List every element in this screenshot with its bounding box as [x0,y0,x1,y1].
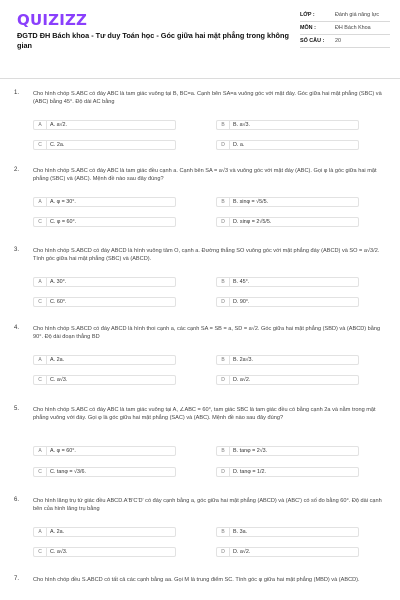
answer-option-a[interactable] [33,446,176,456]
option-text: D. a√2. [233,549,251,555]
option-letter: D [217,298,230,306]
option-letter: C [34,468,47,476]
question-text: Cho hình chóp S.ABC có đáy ABC là tam giác vuông tại B, BC=a. Cạnh bên SA=a vuông góc với mặt đáy. Góc giữa hai mặt phẳng (SBC) và (ABC) bằng 45°. Độ dài AC bằng [33,91,382,105]
question-item [14,167,392,235]
question-text: Cho hình chóp S.ABC có đáy ABC là tam giác vuông tại A, ∠ABC = 60°, tam giác SBC là tam giác đều có bằng cạnh 2a và nằm trong mặt phẳng vuông với đáy. Gọi φ là góc giữa hai mặt phẳng (SAC) và (ABC). Mệnh đề nào sau đây đúng? [33,407,376,421]
option-letter: B [217,356,230,364]
answer-option-c[interactable] [33,547,176,557]
option-text: C. a√3. [50,549,68,555]
option-letter: B [217,198,230,206]
meta-row-subject [300,25,390,35]
option-text: A. a√2. [50,122,68,128]
option-text: A. 2a. [50,529,65,535]
worksheet-header [0,0,400,66]
answer-option-c[interactable] [33,217,176,227]
option-letter: B [217,528,230,536]
option-text: A. 2a. [50,357,65,363]
option-text: B. a√3. [233,122,251,128]
option-text: B. 45°. [233,279,250,285]
answer-option-d[interactable] [216,140,359,150]
meta-label: SỐ CÂU : [300,38,325,44]
question-item [14,497,392,565]
question-text: Cho hình chóp S.ABCD có đáy ABCD là hình vuông tâm O, cạnh a. Đường thẳng SO vuông góc với mặt phẳng đáy (ABCD) và SO = a√3/2. Tính góc giữa hai mặt phẳng (SBC) và (ABCD). [33,248,380,262]
answer-option-a[interactable] [33,355,176,365]
answer-option-d[interactable] [216,467,359,477]
option-text: B. 3a. [233,529,248,535]
option-letter: D [217,548,230,556]
option-text: D. 90°. [233,299,250,305]
option-letter: A [34,356,47,364]
answer-option-a[interactable] [33,197,176,207]
header-divider [0,78,400,79]
meta-row-class [300,12,390,22]
question-item [14,325,392,393]
worksheet-meta [300,12,390,51]
answer-option-b[interactable] [216,527,359,537]
option-text: D. a. [233,142,245,148]
answer-option-b[interactable] [216,355,359,365]
meta-value: 20 [335,38,341,44]
question-number: 3. [14,247,20,253]
answer-option-b[interactable] [216,197,359,207]
option-letter: A [34,528,47,536]
quizizz-logo: QUIZIZZ [17,11,88,29]
answer-option-a[interactable] [33,277,176,287]
option-letter: C [34,548,47,556]
option-letter: C [34,376,47,384]
meta-label: LỚP : [300,12,315,18]
answer-option-b[interactable] [216,277,359,287]
option-letter: A [34,198,47,206]
option-letter: C [34,218,47,226]
question-number: 1. [14,90,20,96]
question-text: Cho hình chóp đều S.ABCD có tất cả các cạnh bằng aa. Gọi M là trung điểm SC. Tính góc φ giữa hai mặt phẳng (MBD) và (ABCD). [33,577,360,583]
answer-option-d[interactable] [216,297,359,307]
option-letter: A [34,121,47,129]
option-letter: D [217,376,230,384]
answer-option-c[interactable] [33,375,176,385]
worksheet-title: ĐGTD ĐH Bách khoa - Tư duy Toán học - Góc giữa hai mặt phẳng trong không gian [17,31,289,50]
option-letter: B [217,447,230,455]
answer-option-c[interactable] [33,297,176,307]
question-item [14,90,392,158]
option-text: B. tanφ = 2√3. [233,448,268,454]
option-text: B. sinφ = √5/5. [233,199,269,205]
option-text: C. a√3. [50,377,68,383]
answer-option-c[interactable] [33,140,176,150]
option-letter: D [217,468,230,476]
answer-option-b[interactable] [216,446,359,456]
option-text: A. φ = 30°. [50,199,76,205]
option-letter: A [34,278,47,286]
option-text: A. 30°. [50,279,67,285]
option-text: C. 60°. [50,299,67,305]
question-number: 5. [14,406,20,412]
answer-option-c[interactable] [33,467,176,477]
option-text: D. a√2. [233,377,251,383]
question-number: 7. [14,576,20,582]
option-text: C. φ = 60°. [50,219,77,225]
question-number: 2. [14,167,20,173]
question-text: Cho hình chóp S.ABCD có đáy ABCD là hình thoi cạnh a, các cạnh SA = SB = a, SD = a√2. Góc giữa hai mặt phẳng (SBD) và (ABCD) bằng 90°. Độ dài đoạn thẳng BD [33,326,381,340]
option-letter: A [34,447,47,455]
question-text: Cho hình lăng trụ tứ giác đều ABCD.A'B'C'D' có đáy cạnh bằng a, góc giữa hai mặt phẳng (ABCD) và (ABC') có số đo bằng 60°. Độ dài cạnh bên của hình lăng trụ bằng [33,498,382,512]
option-letter: C [34,298,47,306]
option-text: B. 2a√3. [233,357,254,363]
option-letter: B [217,278,230,286]
option-text: C. 2a. [50,142,65,148]
question-item [14,406,392,484]
question-item [14,247,392,315]
answer-option-d[interactable] [216,375,359,385]
option-letter: C [34,141,47,149]
question-text: Cho hình chóp S.ABC có đáy ABC là tam giác đều cạnh a. Cạnh bên SA = a√3 và vuông góc với mặt đáy (ABC). Gọi φ là góc giữa hai mặt phẳng (SBC) và (ABC). Mệnh đề nào sau đây đúng? [33,168,377,182]
option-text: A. φ = 60°. [50,448,76,454]
question-item [14,576,392,600]
meta-value: ĐH Bách Khoa [335,25,371,31]
question-number: 6. [14,497,20,503]
meta-row-count [300,38,390,48]
option-text: D. tanφ = 1/2. [233,469,267,475]
question-number: 4. [14,325,20,331]
answer-option-a[interactable] [33,120,176,130]
answer-option-d[interactable] [216,547,359,557]
option-letter: D [217,218,230,226]
meta-label: MÔN : [300,25,316,31]
option-letter: D [217,141,230,149]
option-letter: B [217,121,230,129]
answer-option-d[interactable] [216,217,359,227]
option-text: D. sinφ = 2√5/5. [233,219,272,225]
option-text: C. tanφ = √3/6. [50,469,86,475]
answer-option-b[interactable] [216,120,359,130]
meta-value: Đánh giá năng lực [335,12,380,18]
answer-option-a[interactable] [33,527,176,537]
